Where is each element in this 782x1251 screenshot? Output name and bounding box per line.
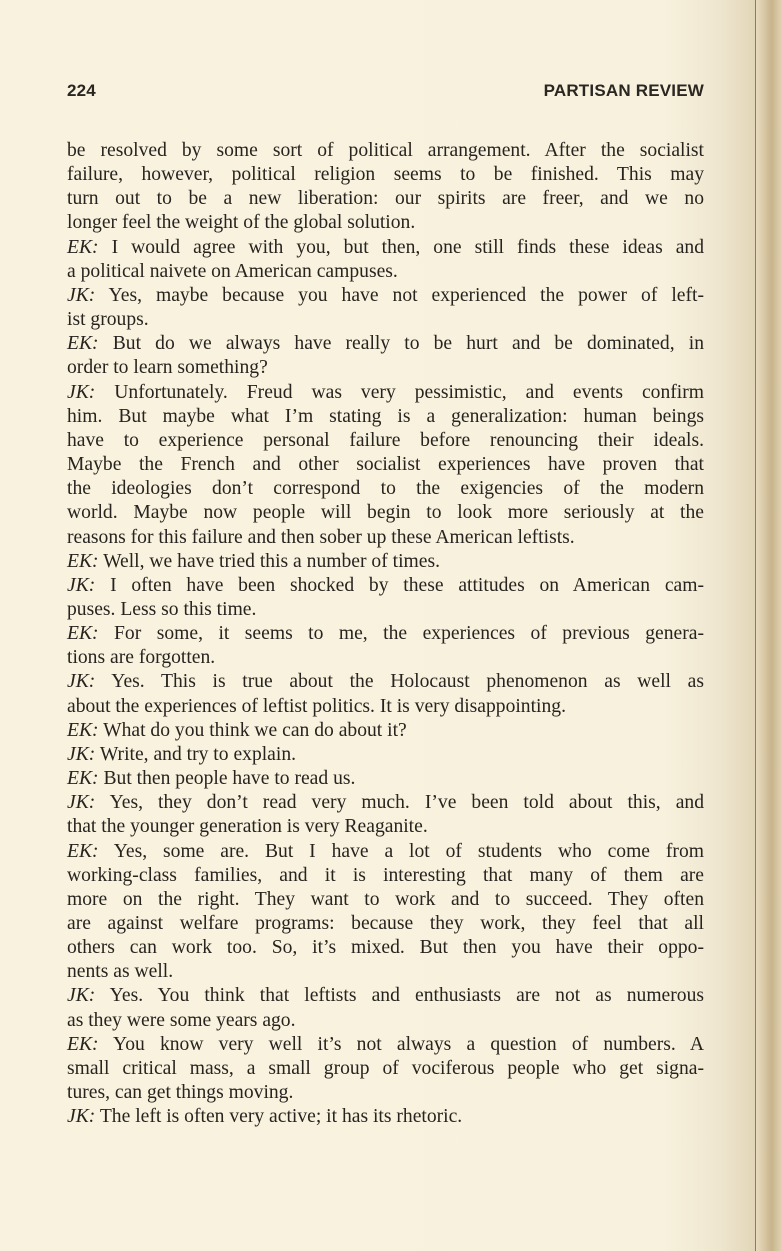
line-text: tures, can get things moving. <box>67 1082 294 1104</box>
dialogue-paragraph <box>67 670 704 718</box>
line-text: turn out to be a new liberation: our spirits are freer, and we no <box>67 188 704 210</box>
line-text: nents as well. <box>67 961 174 983</box>
text-line <box>67 356 704 380</box>
text-line <box>67 308 704 332</box>
text-line <box>67 1057 704 1081</box>
line-text: about the experiences of leftist politics. It is very disappointing. <box>67 695 566 717</box>
text-line <box>67 960 704 984</box>
line-text: I often have been shocked by these attitudes on American cam- <box>95 574 704 596</box>
line-text: The left is often very active; it has its rhetoric. <box>95 1106 463 1128</box>
speaker-label: EK: <box>67 1033 99 1055</box>
line-text: failure, however, political religion seems to be finished. This may <box>67 164 704 186</box>
text-line <box>67 719 704 743</box>
text-line <box>67 260 704 284</box>
text-line <box>67 888 704 912</box>
dialogue-paragraph <box>67 381 704 550</box>
text-line <box>67 984 704 1008</box>
line-text: small critical mass, a small group of vociferous people who get signa- <box>67 1057 704 1079</box>
text-line <box>67 332 704 356</box>
text-line <box>67 912 704 936</box>
speaker-label: EK: <box>67 236 99 258</box>
dialogue-paragraph <box>67 1105 704 1129</box>
dialogue-paragraph <box>67 743 704 767</box>
text-line <box>67 1009 704 1033</box>
line-text: But then people have to read us. <box>98 768 356 790</box>
line-text: Well, we have tried this a number of times. <box>98 550 440 572</box>
text-line <box>67 501 704 525</box>
text-line <box>67 1033 704 1057</box>
line-text: Write, and try to explain. <box>95 743 297 765</box>
text-line <box>67 767 704 791</box>
line-text: You know very well it’s not always a question of numbers. A <box>98 1033 704 1055</box>
dialogue-paragraph <box>67 284 704 332</box>
text-line <box>67 381 704 405</box>
line-text: be resolved by some sort of political arrangement. After the socialist <box>67 140 704 161</box>
line-text: the ideologies don’t correspond to the exigencies of the modern <box>67 478 704 500</box>
dialogue-paragraph <box>67 719 704 743</box>
speaker-label: EK: <box>67 768 99 790</box>
dialogue-paragraph <box>67 139 704 236</box>
speaker-label: EK: <box>67 719 99 741</box>
line-text: as they were some years ago. <box>67 1009 296 1031</box>
text-line <box>67 1081 704 1105</box>
text-line <box>67 477 704 501</box>
text-line <box>67 139 704 163</box>
text-line <box>67 670 704 694</box>
text-line <box>67 791 704 815</box>
line-text: more on the right. They want to work and to succeed. They often <box>67 888 704 910</box>
dialogue-paragraph <box>67 840 704 985</box>
text-line <box>67 840 704 864</box>
text-line <box>67 284 704 308</box>
line-text: For some, it seems to me, the experiences of previous genera- <box>98 623 704 645</box>
line-text: others can work too. So, it’s mixed. But then you have their oppo- <box>67 937 704 959</box>
line-text: ist groups. <box>67 309 149 331</box>
text-line <box>67 526 704 550</box>
page-edge-binding <box>755 0 782 1251</box>
line-text: have to experience personal failure before renouncing their ideals. <box>67 429 704 451</box>
interview-body-text <box>67 139 704 1129</box>
line-text: Yes, they don’t read very much. I’ve been told about this, and <box>95 792 704 814</box>
speaker-label: JK: <box>67 985 96 1007</box>
speaker-label: EK: <box>67 623 99 645</box>
line-text: Yes. This is true about the Holocaust phenomenon as well as <box>95 671 704 693</box>
text-line <box>67 187 704 211</box>
line-text: reasons for this failure and then sober up these American leftists. <box>67 526 575 548</box>
line-text: a political naivete on American campuses. <box>67 260 398 282</box>
line-text: working-class families, and it is interesting that many of them are <box>67 864 704 886</box>
line-text: Maybe the French and other socialist experiences have proven that <box>67 454 704 476</box>
speaker-label: JK: <box>67 574 96 596</box>
line-text: But do we always have really to be hurt and be dominated, in <box>98 333 704 355</box>
running-head <box>67 81 704 103</box>
page-number: 224 <box>67 81 96 100</box>
line-text: I would agree with you, but then, one still finds these ideas and <box>98 236 704 258</box>
text-line <box>67 815 704 839</box>
text-line <box>67 405 704 429</box>
line-text: him. But maybe what I’m stating is a generalization: human beings <box>67 405 704 427</box>
text-line <box>67 622 704 646</box>
line-text: Yes. You think that leftists and enthusiasts are not as numerous <box>95 985 704 1007</box>
text-line <box>67 550 704 574</box>
line-text: world. Maybe now people will begin to look more seriously at the <box>67 502 704 524</box>
dialogue-paragraph <box>67 574 704 622</box>
text-line <box>67 695 704 719</box>
line-text: Unfortunately. Freud was very pessimistic, and events confirm <box>95 381 704 403</box>
line-text: tions are forgotten. <box>67 647 216 669</box>
dialogue-paragraph <box>67 550 704 574</box>
dialogue-paragraph <box>67 236 704 284</box>
line-text: Yes, maybe because you have not experienced the power of left- <box>95 284 704 306</box>
dialogue-paragraph <box>67 984 704 1032</box>
dialogue-paragraph <box>67 1033 704 1105</box>
line-text: that the younger generation is very Reaganite. <box>67 816 428 838</box>
text-line <box>67 236 704 260</box>
line-text: order to learn something? <box>67 357 268 379</box>
speaker-label: JK: <box>67 792 96 814</box>
text-line <box>67 453 704 477</box>
text-line <box>67 864 704 888</box>
speaker-label: JK: <box>67 743 96 765</box>
text-line <box>67 211 704 235</box>
speaker-label: EK: <box>67 333 99 355</box>
text-line <box>67 936 704 960</box>
line-text: What do you think we can do about it? <box>98 719 407 741</box>
speaker-label: JK: <box>67 1106 96 1128</box>
dialogue-paragraph <box>67 332 704 380</box>
text-line <box>67 429 704 453</box>
text-line <box>67 163 704 187</box>
text-line <box>67 598 704 622</box>
text-line <box>67 574 704 598</box>
speaker-label: JK: <box>67 671 96 693</box>
text-line <box>67 743 704 767</box>
dialogue-paragraph <box>67 791 704 839</box>
speaker-label: JK: <box>67 381 96 403</box>
dialogue-paragraph <box>67 767 704 791</box>
journal-title: PARTISAN REVIEW <box>543 81 704 100</box>
line-text: longer feel the weight of the global solution. <box>67 212 416 234</box>
line-text: are against welfare programs: because they work, they feel that all <box>67 913 704 934</box>
text-line <box>67 646 704 670</box>
text-line <box>67 1105 704 1129</box>
speaker-label: EK: <box>67 550 99 572</box>
speaker-label: EK: <box>67 840 99 862</box>
speaker-label: JK: <box>67 284 96 306</box>
dialogue-paragraph <box>67 622 704 670</box>
line-text: Yes, some are. But I have a lot of students who come from <box>98 840 704 862</box>
line-text: puses. Less so this time. <box>67 598 257 620</box>
